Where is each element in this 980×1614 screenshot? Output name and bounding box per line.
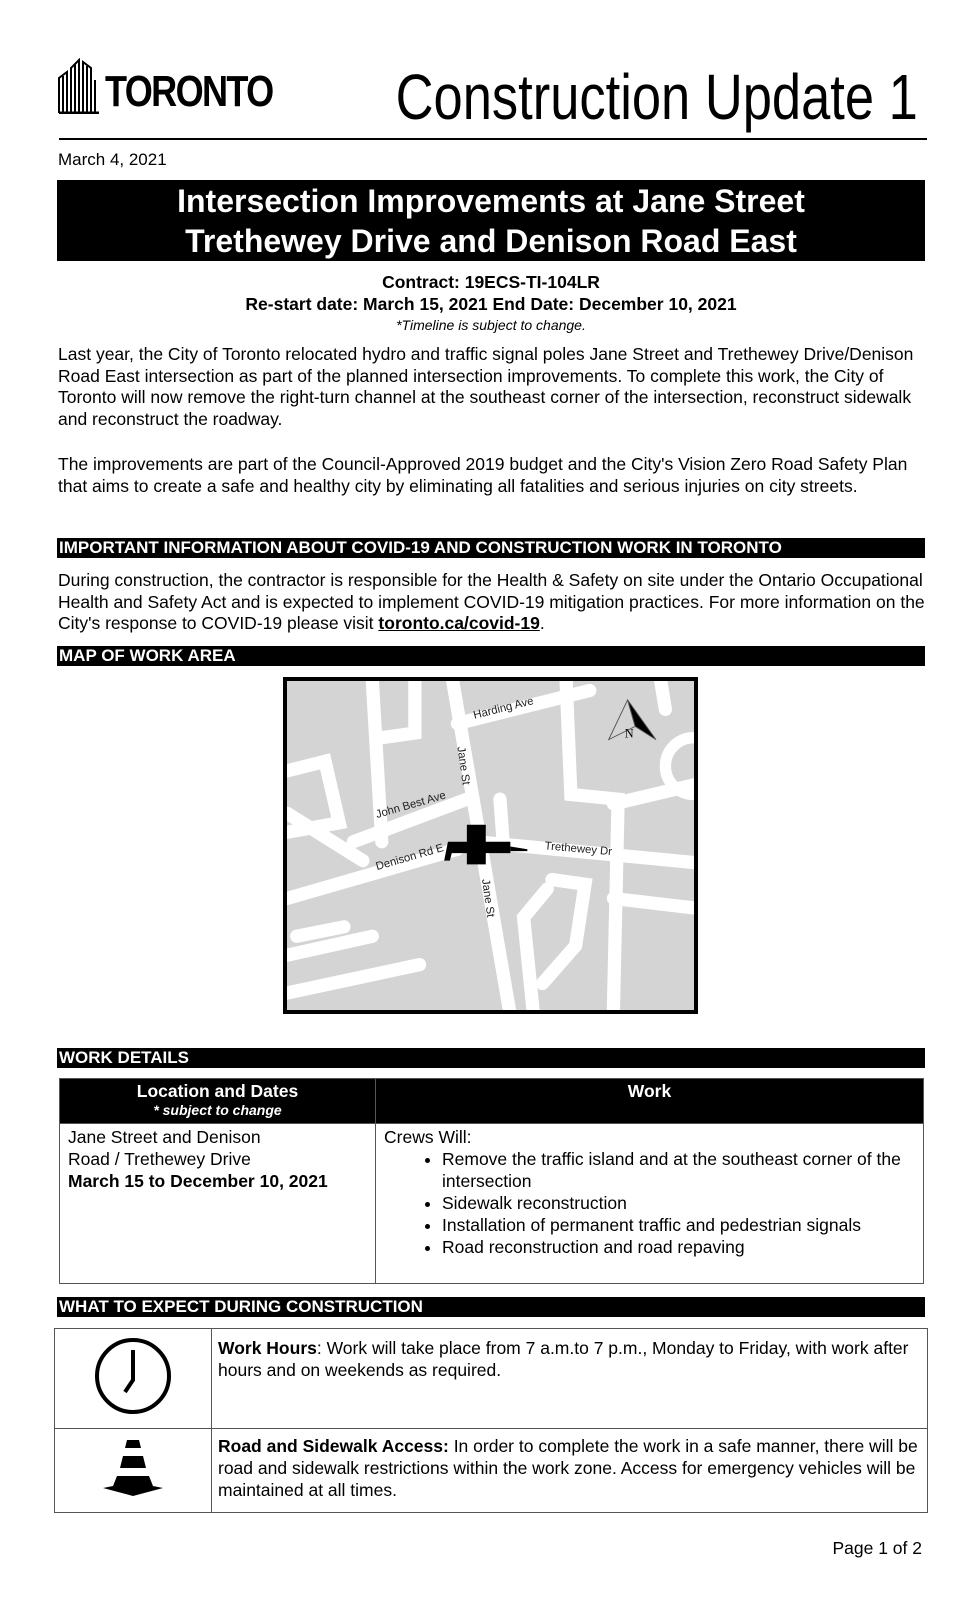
work-hours-text: : Work will take place from 7 a.m.to 7 p.m., Monday to Friday, with work after hours and on weekends as required. [218, 1338, 909, 1380]
work-dates: March 15 to December 10, 2021 [68, 1171, 328, 1191]
intro-paragraph-2: The improvements are part of the Council-Approved 2019 budget and the City's Vision Zero Road Safety Plan that aims to create a safe and healthy city by eliminating all fatalities and serious injuries on city streets. [58, 454, 908, 496]
banner-line-2: Trethewey Drive and Denison Road East [185, 223, 797, 259]
toronto-logo [57, 58, 309, 114]
map-label-john-best: John Best Ave [374, 789, 448, 821]
north-label: N [624, 726, 634, 741]
work-item: • Installation of permanent traffic and pedestrian signals [442, 1214, 915, 1236]
access-text: In order to complete the work in a safe manner, there will be road and sidewalk restrictions within the work zone. Access for emergency vehicles will be maintained at all times. [218, 1436, 918, 1500]
page-number: Page 1 of 2 [832, 1538, 922, 1558]
column-header-work: Work [376, 1079, 924, 1124]
covid-heading: IMPORTANT INFORMATION ABOUT COVID-19 AND CONSTRUCTION WORK IN TORONTO [57, 538, 925, 558]
column-subheader: * subject to change [153, 1102, 282, 1118]
work-item: • Remove the traffic island and at the southeast corner of the intersection [442, 1148, 915, 1192]
crews-label: Crews Will: [384, 1127, 472, 1147]
work-list [442, 1148, 915, 1258]
expect-table [54, 1328, 928, 1513]
expect-heading: WHAT TO EXPECT DURING CONSTRUCTION [57, 1297, 925, 1317]
city-hall-icon [57, 58, 101, 114]
map-label-jane-south: Jane St [479, 878, 497, 918]
access-title: Road and Sidewalk Access: [218, 1436, 449, 1456]
work-item: • Road reconstruction and road repaving [442, 1236, 915, 1258]
work-area-map [283, 677, 698, 1014]
banner-line-1: Intersection Improvements at Jane Street [177, 183, 805, 219]
project-dates: Re-start date: March 15, 2021 End Date: December 10, 2021 [245, 294, 737, 314]
location-line-2: Road / Trethewey Drive [68, 1149, 251, 1169]
covid-paragraph [58, 570, 928, 635]
work-details-table [59, 1078, 924, 1284]
traffic-cone-icon [101, 1438, 165, 1498]
covid-text: During construction, the contractor is responsible for the Health & Safety on site under the Ontario Occupational Health and Safety Act and is expected to implement COVID-19 mitigation practices. For more information on the City's response to COVID-19 please visit [58, 570, 925, 633]
covid-text-end: . [539, 613, 545, 633]
map-heading: MAP OF WORK AREA [57, 646, 925, 666]
divider [59, 138, 927, 140]
column-header-location: Location and Dates [136, 1081, 299, 1101]
timeline-note: *Timeline is subject to change. [396, 317, 586, 333]
work-item: • Sidewalk reconstruction [442, 1192, 915, 1214]
covid-link[interactable]: toronto.ca/covid-19 [378, 613, 540, 633]
map-label-jane-north: Jane St [454, 745, 472, 786]
clock-icon [93, 1336, 173, 1416]
document-title: Construction Update 1 [395, 61, 918, 133]
location-line-1: Jane Street and Denison [68, 1127, 261, 1147]
map-label-trethewey: Trethewey Dr [544, 840, 613, 859]
work-hours-title: Work Hours [218, 1338, 317, 1358]
logo-text: TORONTO [105, 67, 273, 116]
map-label-harding: Harding Ave [472, 695, 535, 722]
publish-date: March 4, 2021 [58, 150, 167, 169]
work-details-heading: WORK DETAILS [57, 1048, 925, 1068]
contract-number: Contract: 19ECS-TI-104LR [382, 272, 600, 292]
map-label-denison: Denison Rd E [374, 842, 446, 873]
project-banner [57, 180, 925, 261]
intro-paragraph-1: Last year, the City of Toronto relocated hydro and traffic signal poles Jane Street and Trethewey Drive/Denison Road East intersection as part of the planned intersection improvements. To complete this work, the City of Toronto will now remove the right-turn channel at the southeast corner of the intersection, reconstruct sidewalk and reconstruct the roadway. [58, 344, 914, 429]
